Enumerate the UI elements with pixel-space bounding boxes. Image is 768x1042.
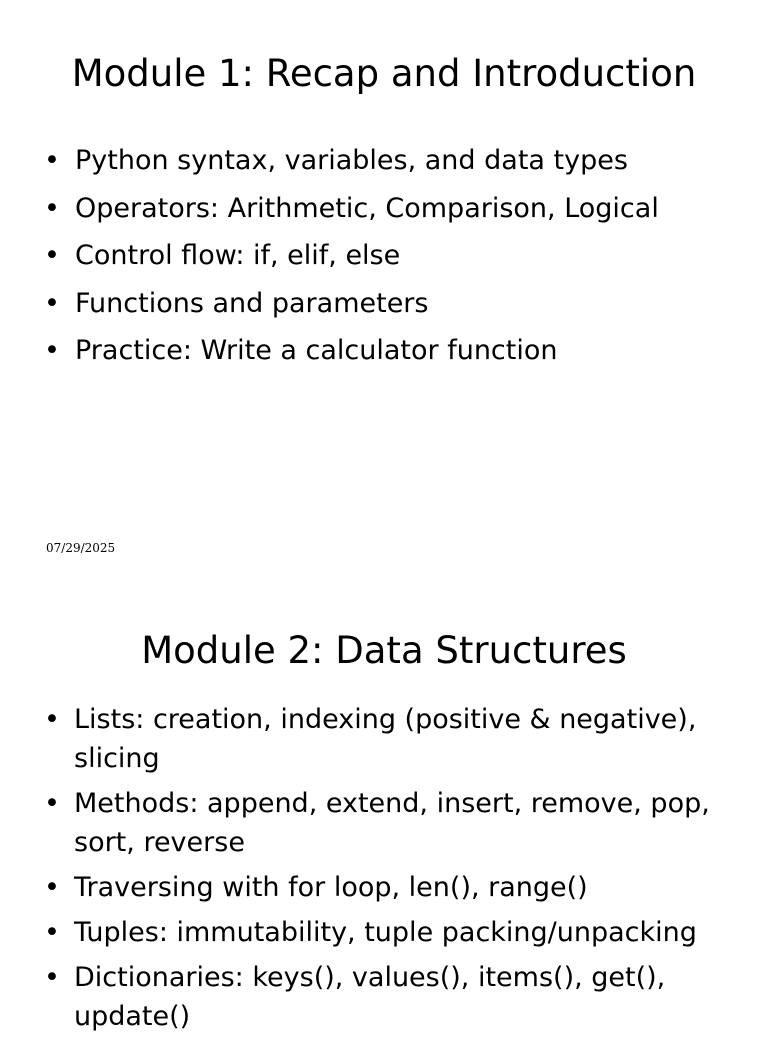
bullet-text: Lists: creation, indexing (positive & negative), slicing [74,704,697,774]
bullet-icon: • [44,192,60,224]
bullet-text: Practice: Write a calculator function [75,335,558,366]
bullet-text: Python syntax, variables, and data types [75,145,628,176]
bullet-text: Operators: Arithmetic, Comparison, Logical [75,192,659,224]
slide-date: 07/29/2025 [46,541,116,555]
bullet-icon: • [44,145,60,176]
bullet-icon: • [44,704,60,735]
bullet-text: Control flow: if, elif, else [75,240,401,271]
bullet-text: Dictionaries: keys(), values(), items(), get(), update() [74,962,666,1032]
bullet-icon: • [44,335,60,366]
bullet-item [0,700,714,778]
bullet-icon: • [44,962,60,993]
bullet-item [0,331,659,370]
bullet-text: Functions and parameters [75,287,429,319]
bullet-text: Traversing with for loop, len(), range() [74,872,588,903]
bullet-item [0,784,714,862]
bullet-text: Methods: append, extend, insert, remove, pop, sort, reverse [74,788,710,858]
bullet-icon: • [44,240,60,271]
bullet-list [0,700,714,1042]
bullet-text: Tuples: immutability, tuple packing/unpacking [74,917,697,948]
bullet-icon: • [44,287,60,319]
bullet-item [0,284,659,323]
bullet-item [0,958,714,1036]
bullet-icon: • [44,788,60,819]
bullet-item [0,913,714,952]
bullet-item [0,236,659,275]
bullet-icon: • [44,917,60,948]
bullet-list [0,141,659,379]
bullet-item [0,189,659,228]
slide-module-2 [0,576,768,1032]
bullet-item [0,141,659,180]
bullet-icon: • [44,872,60,903]
bullet-item [0,868,714,907]
slide-title: Module 2: Data Structures [141,629,627,672]
slide-title: Module 1: Recap and Introduction [71,52,697,95]
